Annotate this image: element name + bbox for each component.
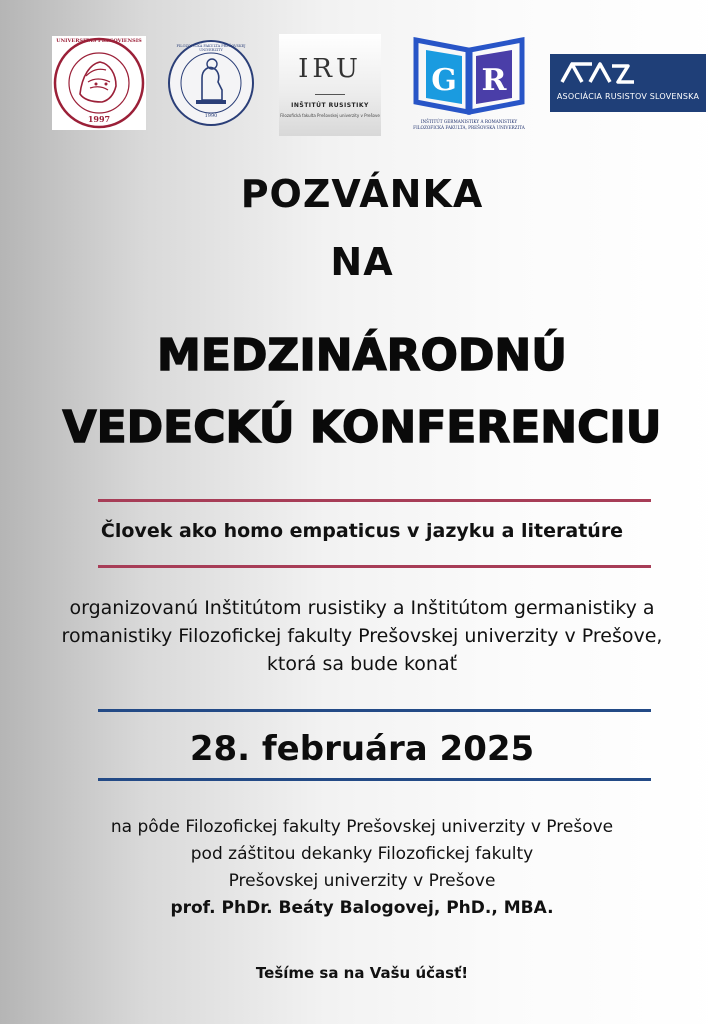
- heading-na: NA: [330, 240, 394, 284]
- faculty-seal-year: 1990: [204, 113, 218, 119]
- divider-blue-top: [98, 709, 651, 712]
- university-seal-year: 1997: [87, 114, 111, 124]
- patron-name: prof. PhDr. Beáty Balogovej, PhD., MBA.: [170, 898, 554, 918]
- faculty-seal-logo: [166, 38, 256, 128]
- organizer-line-3: ktorá sa bude konať: [266, 653, 458, 675]
- institute-russian-studies-logo: [279, 34, 381, 136]
- heading-scientific-conference: VEDECKÚ KONFERENCIU: [62, 402, 662, 453]
- organizer-text: [0, 594, 724, 678]
- iru-subtitle: Filozofická fakulta Prešovskej univerzity v Prešove: [280, 113, 380, 118]
- conference-topic: Človek ako homo empaticus v jazyku a literatúre: [100, 520, 624, 542]
- heading-invitation: POZVÁNKA: [240, 172, 484, 216]
- divider-blue-bottom: [98, 778, 651, 781]
- heading-international: MEDZINÁRODNÚ: [157, 330, 567, 381]
- venue-line-2: pod záštitou dekanky Filozofickej fakulty: [190, 844, 534, 864]
- venue-text: [0, 814, 724, 922]
- closing-message: Tešíme sa na Vašu účasť!: [255, 964, 469, 982]
- conference-date: 28. februára 2025: [189, 729, 535, 769]
- ars-caption: ASOCIÁCIA RUSISTOV SLOVENSKA: [556, 92, 700, 101]
- igr-caption-line1: INŠTITÚT GERMANISTIKY A ROMANISTIKY: [420, 119, 518, 124]
- igr-caption-line2: FILOZOFICKÁ FAKULTA, PREŠOVSKÁ UNIVERZITA: [413, 125, 525, 130]
- svg-text:G: G: [431, 63, 457, 98]
- institute-germanic-romance-logo: [410, 32, 528, 136]
- organizer-line-2: romanistiky Filozofickej fakulty Prešovskej univerzity v Prešove,: [61, 625, 663, 647]
- venue-line-1: na pôde Filozofickej fakulty Prešovskej univerzity v Prešove: [110, 817, 614, 837]
- faculty-seal-text: FILOZOFICKÁ FAKULTA PREŠOVSKEJ UNIVERZITY: [176, 44, 246, 52]
- venue-line-3: Prešovskej univerzity v Prešove: [228, 871, 496, 891]
- svg-text:R: R: [481, 63, 507, 98]
- ars-mark-icon: [550, 54, 706, 90]
- divider-red-bottom: [98, 565, 651, 568]
- university-seal-logo: [52, 36, 146, 130]
- association-russianists-logo: [550, 54, 706, 112]
- organizer-line-1: organizovanú Inštitútom rusistiky a Inštitútom germanistiky a: [69, 597, 655, 619]
- iru-name: INŠTITÚT RUSISTIKY: [291, 102, 369, 109]
- iru-letters: IRU: [298, 54, 362, 84]
- university-seal-text: UNIVERSITAS PRESOVIENSIS: [56, 38, 142, 44]
- iru-divider: [315, 94, 345, 95]
- divider-red-top: [98, 499, 651, 502]
